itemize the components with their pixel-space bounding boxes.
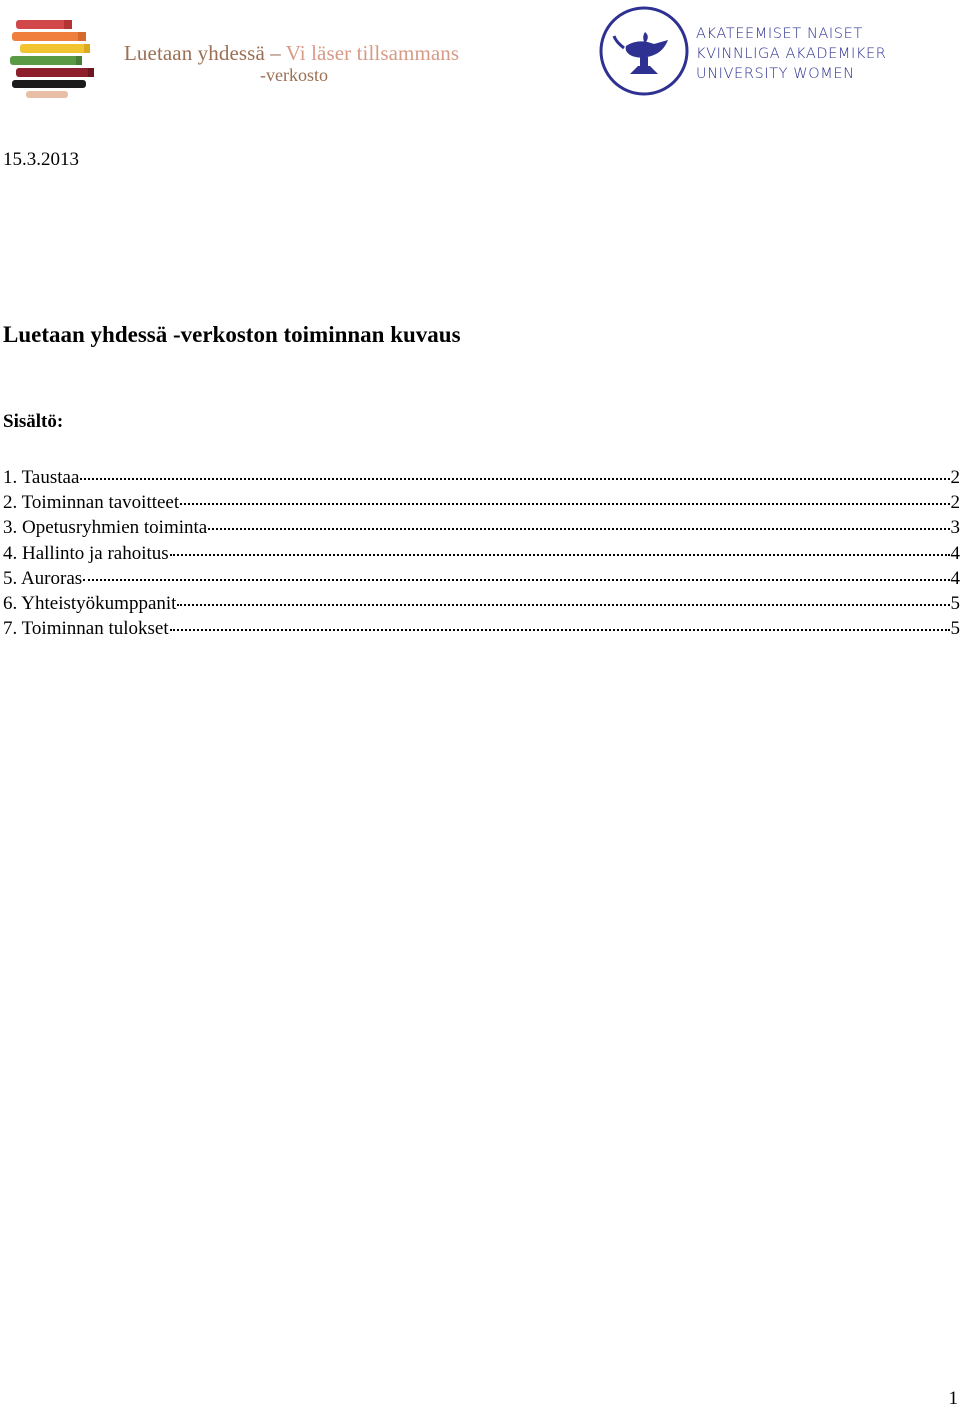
toc-entry[interactable] (3, 515, 960, 540)
toc-entry-label: 5. Auroras (3, 567, 83, 589)
toc-entry-page: 4 (950, 567, 960, 589)
toc-entry-label: 7. Toiminnan tulokset (3, 618, 169, 640)
network-name-finnish: Luetaan yhdessä – (124, 41, 281, 65)
network-name-suffix: -verkosto (260, 65, 328, 85)
toc-entry[interactable] (3, 490, 960, 515)
toc-dot-leader (83, 579, 949, 581)
org-name-finnish: AKATEEMISET NAISET (696, 26, 863, 42)
toc-entry-page: 2 (950, 492, 960, 514)
oil-lamp-emblem-icon (598, 2, 690, 100)
toc-entry-label: 3. Opetusryhmien toiminta (3, 517, 208, 539)
toc-entry-label: 2. Toiminnan tavoitteet (3, 492, 180, 514)
toc-entry-page: 4 (950, 542, 960, 564)
page-number: 1 (948, 1388, 958, 1409)
toc-entry-page: 5 (950, 618, 960, 640)
toc-entry-page: 2 (950, 467, 960, 488)
org-name-english: UNIVERSITY WOMEN (696, 66, 855, 82)
toc-entry[interactable] (3, 616, 960, 641)
network-name-swedish: Vi läser tillsammans (285, 41, 460, 65)
toc-entry[interactable] (3, 591, 960, 616)
toc-entry-label: 4. Hallinto ja rahoitus (3, 542, 169, 564)
document-date: 15.3.2013 (3, 149, 79, 170)
luetaan-yhdessa-logo (6, 16, 476, 100)
toc-dot-leader (170, 629, 950, 631)
toc-entry[interactable] (3, 566, 960, 591)
organisation-names (696, 24, 886, 84)
toc-heading: Sisältö: (3, 411, 64, 432)
toc-dot-leader (80, 478, 949, 480)
akateemiset-naiset-logo (598, 2, 898, 100)
toc-entry-label: 1. Taustaa (3, 467, 80, 488)
book-stack-icon (6, 16, 96, 100)
network-name-line (124, 42, 484, 64)
table-of-contents (3, 465, 960, 641)
toc-dot-leader (177, 604, 949, 606)
toc-dot-leader (208, 528, 949, 530)
toc-dot-leader (180, 503, 949, 505)
network-name (124, 42, 484, 85)
toc-entry-page: 3 (950, 517, 960, 539)
toc-dot-leader (170, 554, 950, 556)
toc-entry[interactable] (3, 465, 960, 490)
document-title: Luetaan yhdessä -verkoston toiminnan kuvaus (3, 322, 461, 347)
toc-entry-page: 5 (950, 592, 960, 614)
org-name-swedish: KVINNLIGA AKADEMIKER (696, 46, 887, 62)
toc-entry-label: 6. Yhteistyökumppanit (3, 592, 177, 614)
toc-entry[interactable] (3, 541, 960, 566)
